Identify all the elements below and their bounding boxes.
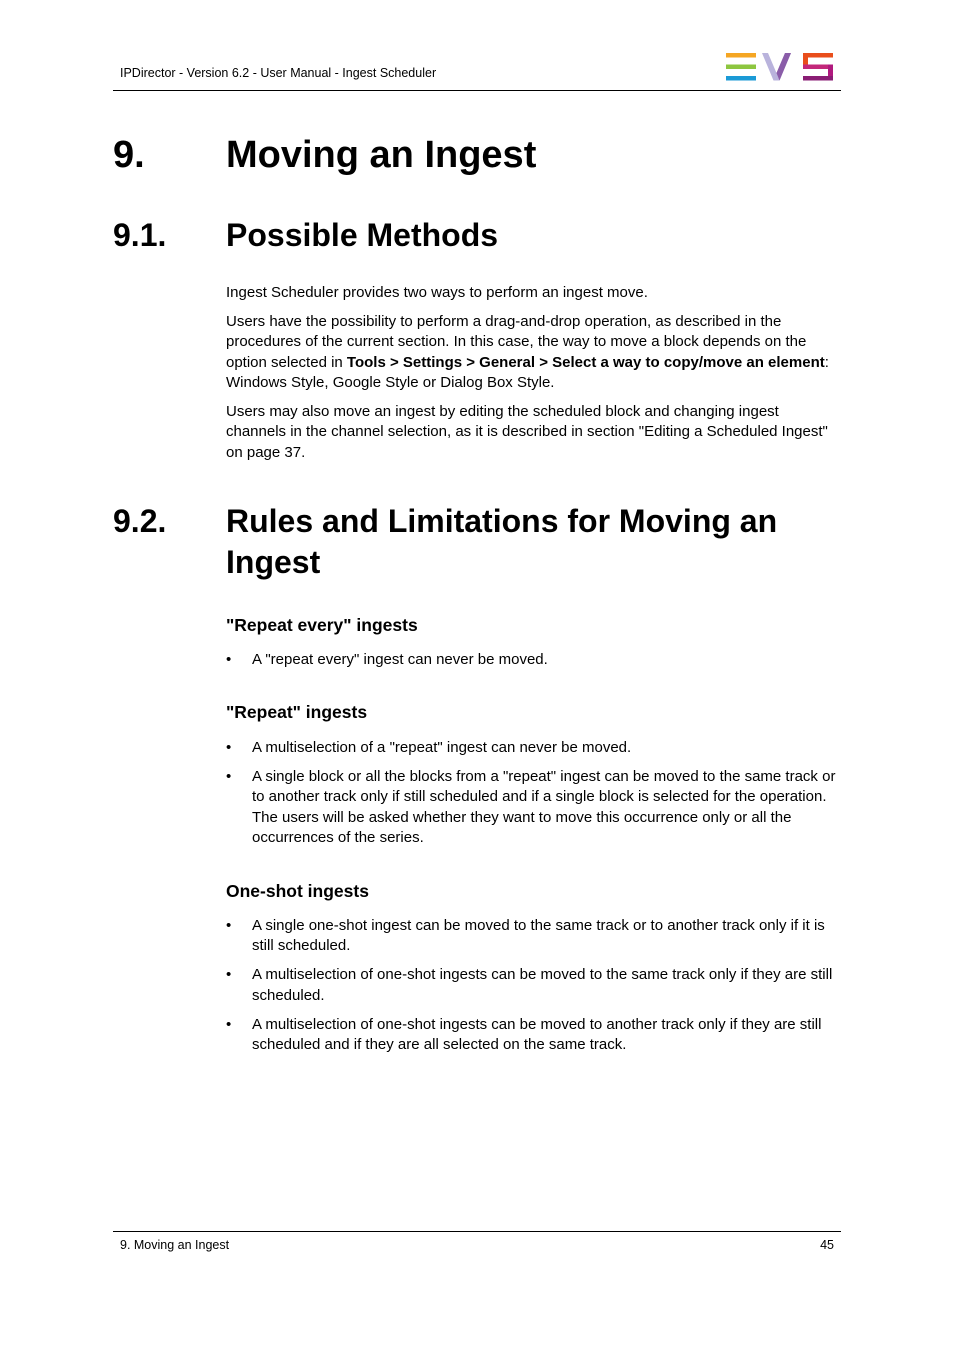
paragraph bbox=[226, 312, 841, 394]
bullet-list bbox=[226, 738, 841, 857]
list-item bbox=[226, 767, 841, 849]
evs-logo-icon bbox=[726, 53, 834, 81]
list-item-text: A single one-shot ingest can be moved to the same track or to another track only if it is still scheduled. bbox=[252, 917, 825, 955]
section-title: Rules and Limitations for Moving an Ingest bbox=[226, 503, 778, 580]
list-item-text: A single block or all the blocks from a "repeat" ingest can be moved to the same track or to another track only if still scheduled and if a single block is selected for the operation. The users will be asked whether they want to move this occurrence only or all the occurrences of the series. bbox=[252, 767, 836, 847]
paragraph: Ingest Scheduler provides two ways to perform an ingest move. bbox=[226, 284, 648, 301]
paragraph-text: Users have the possibility to perform a drag-and-drop operation, as described in the procedures of the current section. In this case, the way to move a block depends on the option selected in bbox=[226, 312, 807, 371]
bullet-list bbox=[226, 916, 841, 1064]
bullet: • bbox=[226, 966, 232, 984]
chapter-heading bbox=[113, 133, 841, 177]
possible-methods-body bbox=[226, 283, 841, 472]
list-item-text: A multiselection of one-shot ingests can be moved to another track only if they are still scheduled and if they are all selected on the same track. bbox=[252, 1015, 822, 1054]
header-divider bbox=[113, 90, 841, 91]
paragraph: Users may also move an ingest by editing the scheduled block and changing ingest channels in the channel selection, as it is described in section "Editing a Scheduled Ingest" on page 37. bbox=[226, 403, 828, 461]
section-heading-rules-limitations bbox=[113, 501, 841, 583]
chapter-title: Moving an Ingest bbox=[226, 134, 537, 176]
bullet: • bbox=[226, 1015, 232, 1033]
list-item-text: A "repeat every" ingest can never be moved. bbox=[252, 651, 548, 668]
bullet-list bbox=[226, 650, 841, 679]
list-item bbox=[226, 650, 841, 670]
section-heading-possible-methods bbox=[113, 215, 841, 256]
bullet: • bbox=[226, 917, 232, 934]
list-item bbox=[226, 916, 841, 957]
section-number: 9.1. bbox=[113, 217, 167, 253]
list-item-text: A multiselection of one-shot ingests can be moved to the same track only if they are still scheduled. bbox=[252, 966, 833, 1004]
list-item bbox=[226, 738, 841, 758]
section-number: 9.2. bbox=[113, 503, 167, 539]
footer-divider bbox=[113, 1231, 841, 1232]
subheading-repeat-every: "Repeat every" ingests bbox=[226, 615, 418, 635]
subheading-repeat: "Repeat" ingests bbox=[226, 702, 368, 722]
bullet: • bbox=[226, 739, 232, 756]
list-item bbox=[226, 965, 841, 1006]
page-number: 45 bbox=[820, 1238, 834, 1252]
running-header: IPDirector - Version 6.2 - User Manual - Ingest Scheduler bbox=[120, 66, 437, 80]
bullet: • bbox=[226, 651, 232, 668]
paragraph-text: : Windows Style, Google Style or Dialog Box Style. bbox=[226, 353, 829, 392]
section-title: Possible Methods bbox=[226, 217, 499, 253]
list-item-text: A multiselection of a "repeat" ingest can never be moved. bbox=[252, 739, 632, 756]
bullet: • bbox=[226, 767, 232, 785]
chapter-number: 9. bbox=[113, 134, 145, 176]
subheading-one-shot: One-shot ingests bbox=[226, 881, 369, 901]
footer-section-name: 9. Moving an Ingest bbox=[120, 1238, 230, 1252]
list-item bbox=[226, 1015, 841, 1056]
menu-path: Tools > Settings > General > Select a way to copy/move an element bbox=[346, 353, 825, 371]
